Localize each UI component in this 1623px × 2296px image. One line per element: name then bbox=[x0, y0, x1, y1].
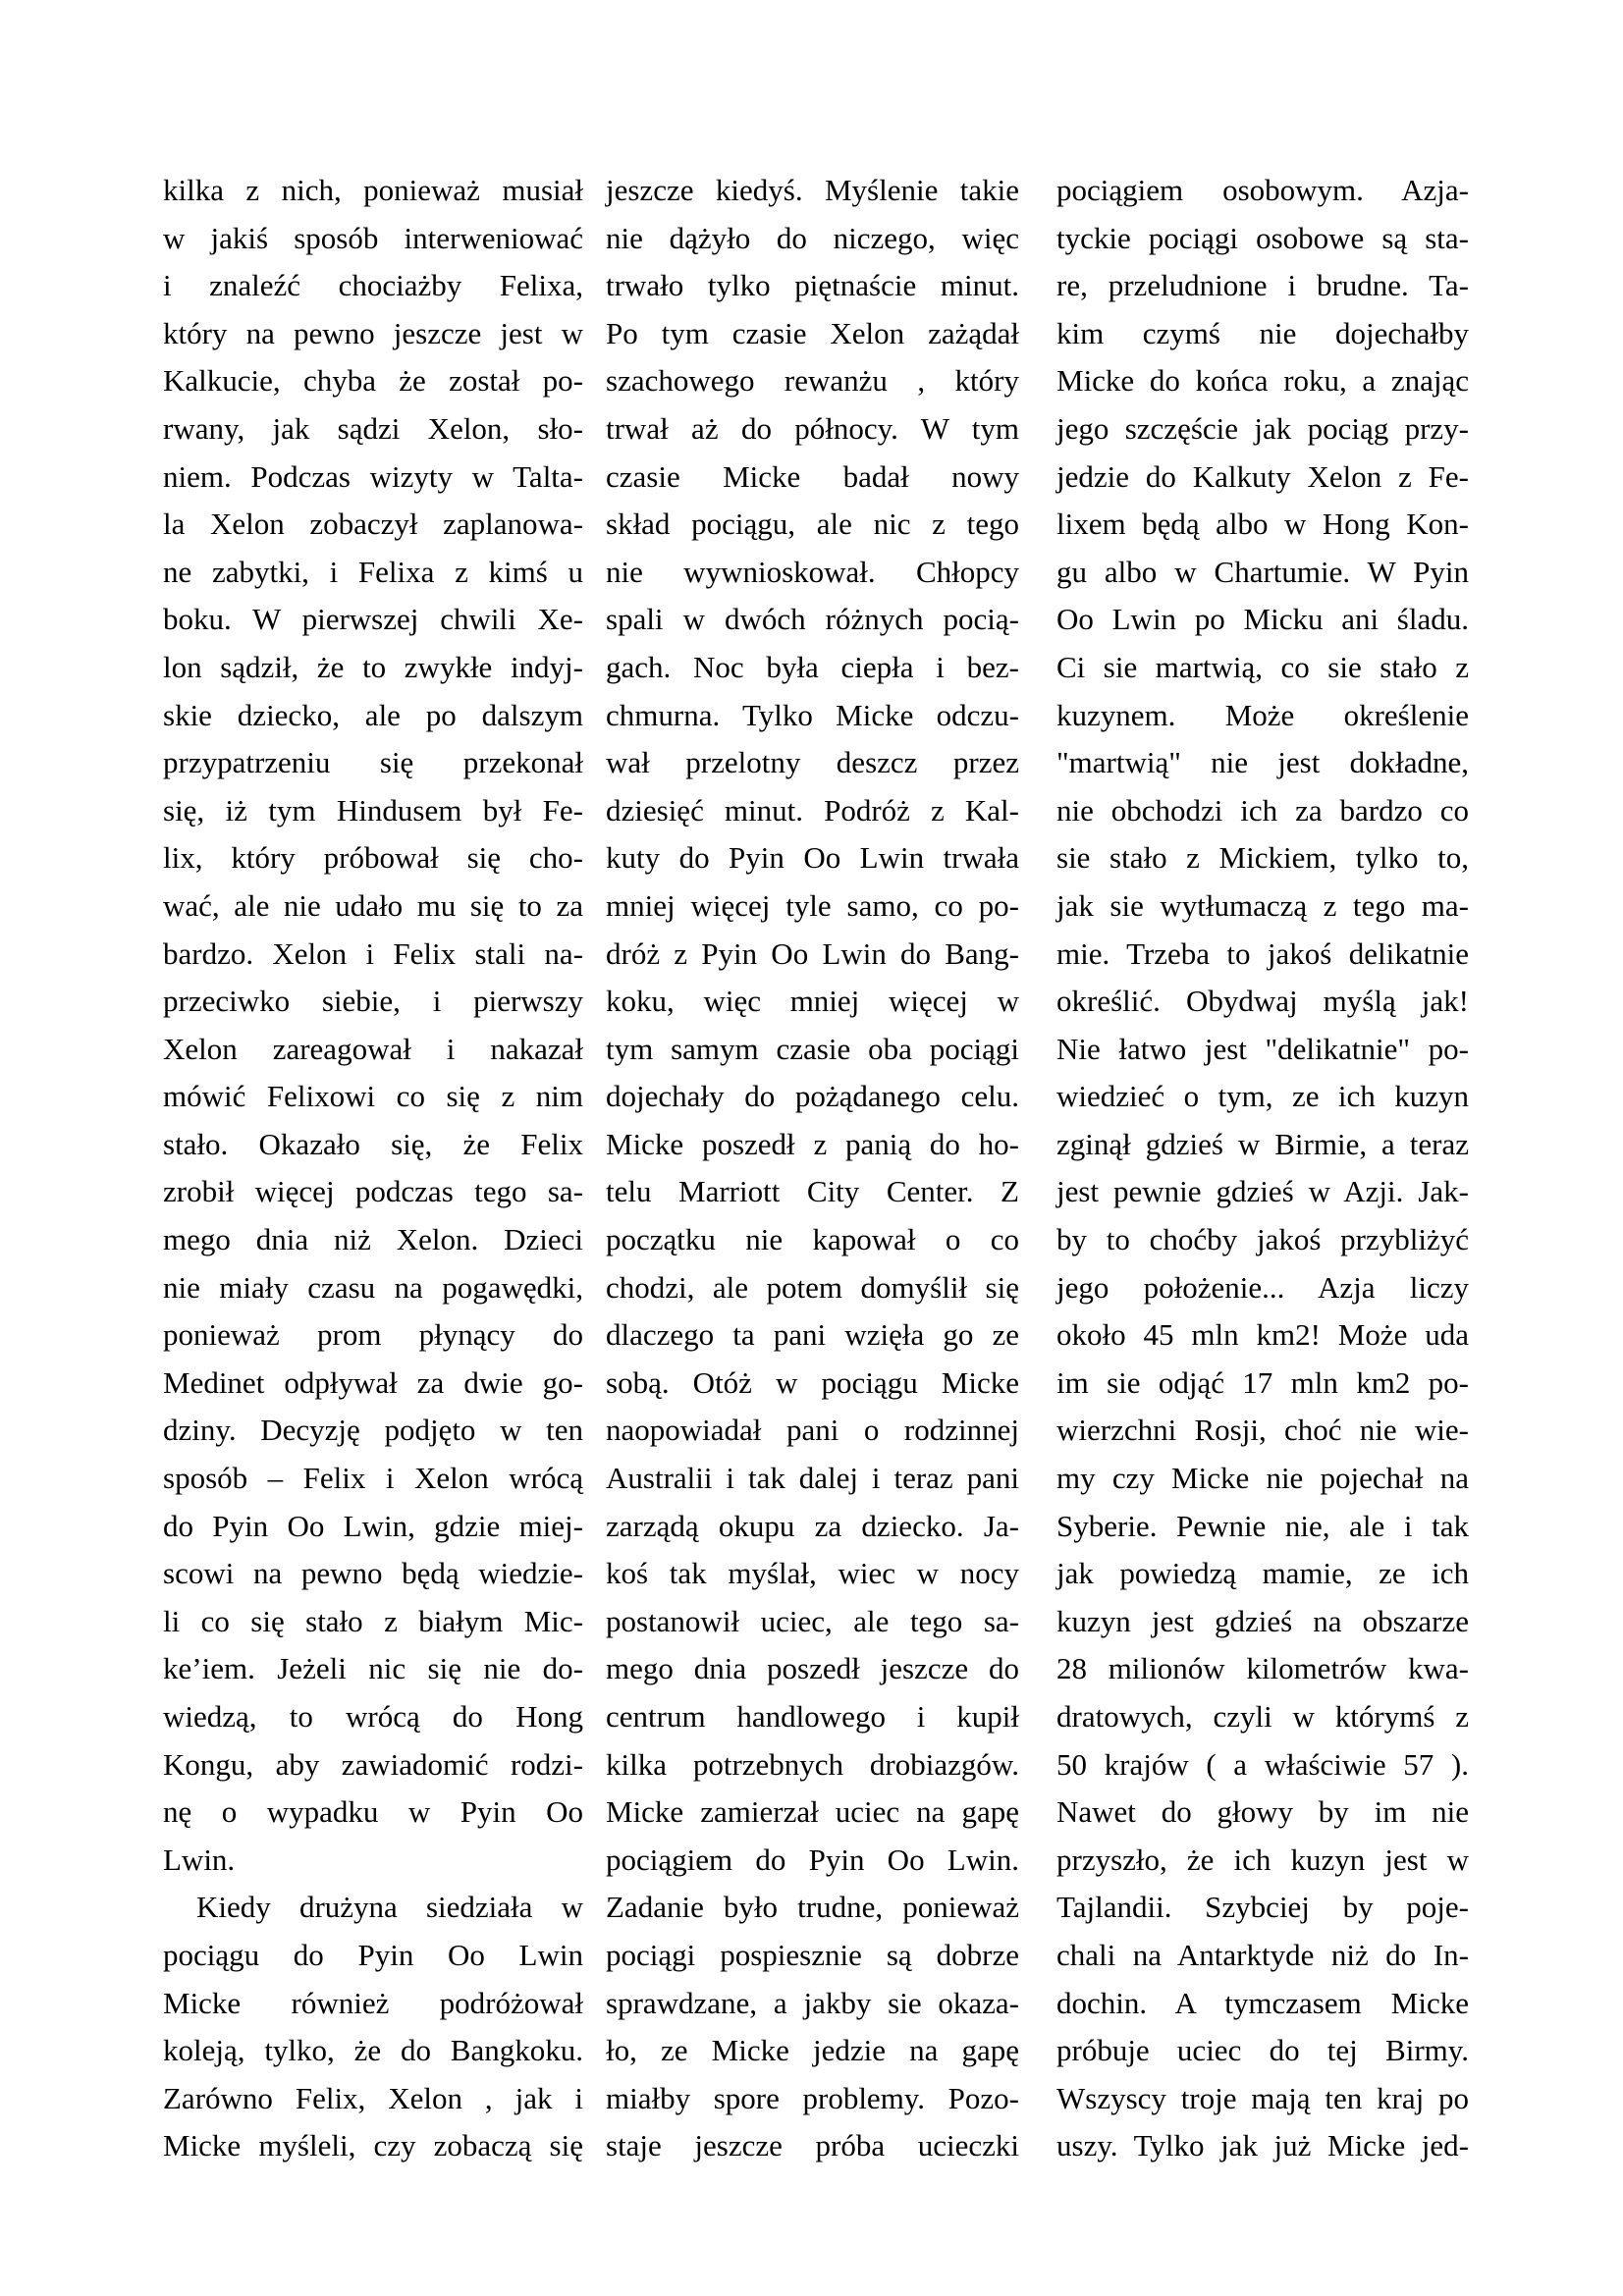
text-line: staje jeszcze próba ucieczki bbox=[606, 2128, 1019, 2163]
text-line: gu albo w Chartumie. W Pyin bbox=[1056, 554, 1469, 589]
text-line: sie stało z Mickiem, tylko to, bbox=[1056, 840, 1469, 876]
text-line: pociągiem osobowym. Azja- bbox=[1056, 173, 1469, 207]
text-column-3 bbox=[1056, 167, 1469, 2170]
text-line: Syberie. Pewnie nie, ale i tak bbox=[1056, 1508, 1469, 1543]
text-line: jego szczęście jak pociąg przy- bbox=[1056, 410, 1469, 446]
text-line: Ci sie martwią, co sie stało z bbox=[1056, 649, 1469, 684]
text-line: jego położenie... Azja liczy bbox=[1056, 1269, 1469, 1305]
text-line: jak sie wytłumaczą z tego ma- bbox=[1056, 887, 1469, 923]
text-line: Kiedy drużyna siedziała w bbox=[196, 1890, 583, 1925]
text-line: boku. W pierwszej chwili Xe- bbox=[163, 602, 583, 637]
text-line: nie dążyło do niczego, więc bbox=[606, 220, 1019, 255]
text-line: lixem będą albo w Hong Kon- bbox=[1056, 507, 1469, 542]
text-column-2 bbox=[606, 167, 1019, 2170]
text-line: miałby spore problemy. Pozo- bbox=[606, 2080, 1019, 2115]
text-line: pociągi pospiesznie są dobrze bbox=[606, 1937, 1019, 1972]
text-line: im sie odjąć 17 mln km2 po- bbox=[1056, 1364, 1469, 1400]
text-line: określić. Obydwaj myślą jak! bbox=[1056, 984, 1469, 1019]
text-line: do Pyin Oo Lwin, gdzie miej- bbox=[163, 1508, 583, 1543]
text-line: dochin. A tymczasem Micke bbox=[1056, 1985, 1469, 2020]
text-line: kuty do Pyin Oo Lwin trwała bbox=[606, 840, 1019, 876]
text-line: skład pociągu, ale nic z tego bbox=[606, 507, 1019, 542]
text-line: postanowił uciec, ale tego sa- bbox=[606, 1603, 1019, 1638]
text-line: się, iż tym Hindusem był Fe- bbox=[163, 792, 583, 828]
text-line: sobą. Otóż w pociągu Micke bbox=[606, 1364, 1019, 1400]
text-line: tym samym czasie oba pociągi bbox=[606, 1031, 1019, 1066]
text-line: trwało tylko piętnaście minut. bbox=[606, 268, 1019, 303]
text-line: jeszcze kiedyś. Myślenie takie bbox=[606, 173, 1019, 207]
text-line: mego dnia poszedł jeszcze do bbox=[606, 1651, 1019, 1686]
text-line: dlaczego ta pani wzięła go ze bbox=[606, 1317, 1019, 1353]
text-line: w jakiś sposób interweniować bbox=[163, 220, 583, 255]
text-line: Nawet do głowy by im nie bbox=[1056, 1794, 1469, 1830]
text-line: jedzie do Kalkuty Xelon z Fe- bbox=[1056, 458, 1469, 494]
text-line: Nie łatwo jest "delikatnie" po- bbox=[1056, 1031, 1469, 1066]
text-line: zginął gdzieś w Birmie, a teraz bbox=[1056, 1126, 1469, 1161]
text-line: "martwią" nie jest dokładne, bbox=[1056, 745, 1469, 780]
text-line: stało. Okazało się, że Felix bbox=[163, 1126, 583, 1161]
text-line: przyszło, że ich kuzyn jest w bbox=[1056, 1842, 1469, 1877]
text-line: który na pewno jeszcze jest w bbox=[163, 315, 583, 350]
text-line: Tajlandii. Szybciej by poje- bbox=[1056, 1890, 1469, 1925]
text-line: koś tak myślał, wiec w nocy bbox=[606, 1556, 1019, 1591]
text-line: ke’iem. Jeżeli nic się nie do- bbox=[163, 1651, 583, 1686]
text-line: wiedzieć o tym, ze ich kuzyn bbox=[1056, 1079, 1469, 1114]
text-line: Micke do końca roku, a znając bbox=[1056, 363, 1469, 399]
text-line: ne zabytki, i Felixa z kimś u bbox=[163, 554, 583, 589]
text-line: Lwin. bbox=[163, 1842, 236, 1877]
text-line: re, przeludnione i brudne. Ta- bbox=[1056, 268, 1469, 303]
text-line: Zarówno Felix, Xelon , jak i bbox=[163, 2080, 583, 2115]
text-line: ponieważ prom płynący do bbox=[163, 1317, 583, 1353]
text-line: początku nie kapował o co bbox=[606, 1222, 1019, 1257]
text-line: czasie Micke badał nowy bbox=[606, 458, 1019, 494]
text-line: dratowych, czyli w którymś z bbox=[1056, 1699, 1469, 1734]
text-line: dziny. Decyzję podjęto w ten bbox=[163, 1413, 583, 1448]
text-line: Micke również podróżował bbox=[163, 1985, 583, 2020]
text-line: jak powiedzą mamie, ze ich bbox=[1056, 1556, 1469, 1591]
text-line: centrum handlowego i kupił bbox=[606, 1699, 1019, 1734]
text-line: kim czymś nie dojechałby bbox=[1056, 315, 1469, 350]
text-line: li co się stało z białym Mic- bbox=[163, 1603, 583, 1638]
text-line: 50 krajów ( a właściwie 57 ). bbox=[1056, 1746, 1469, 1782]
text-line: zarządą okupu za dziecko. Ja- bbox=[606, 1508, 1019, 1543]
text-line: bardzo. Xelon i Felix stali na- bbox=[163, 935, 583, 971]
text-line: chodzi, ale potem domyślił się bbox=[606, 1269, 1019, 1305]
text-line: rwany, jak sądzi Xelon, sło- bbox=[163, 410, 583, 446]
text-line: chmurna. Tylko Micke odczu- bbox=[606, 697, 1019, 732]
text-line: nę o wypadku w Pyin Oo bbox=[163, 1794, 583, 1830]
text-line: Australii i tak dalej i teraz pani bbox=[606, 1461, 1019, 1496]
text-line: la Xelon zobaczył zaplanowa- bbox=[163, 507, 583, 542]
text-line: dróż z Pyin Oo Lwin do Bang- bbox=[606, 935, 1019, 971]
text-column-1 bbox=[163, 167, 583, 2170]
text-line: pociągiem do Pyin Oo Lwin. bbox=[606, 1842, 1019, 1877]
text-line: koku, więc mniej więcej w bbox=[606, 984, 1019, 1019]
text-line: Medinet odpływał za dwie go- bbox=[163, 1364, 583, 1400]
text-line: nie obchodzi ich za bardzo co bbox=[1056, 792, 1469, 828]
text-line: przeciwko siebie, i pierwszy bbox=[163, 984, 583, 1019]
text-line: Micke poszedł z panią do ho- bbox=[606, 1126, 1019, 1161]
text-line: około 45 mln km2! Może uda bbox=[1056, 1317, 1469, 1353]
text-line: i znaleźć chociażby Felixa, bbox=[163, 268, 583, 303]
text-line: sprawdzane, a jakby sie okaza- bbox=[606, 1985, 1019, 2020]
text-line: kuzyn jest gdzieś na obszarze bbox=[1056, 1603, 1469, 1638]
text-line: Xelon zareagował i nakazał bbox=[163, 1031, 583, 1066]
text-line: Po tym czasie Xelon zażądał bbox=[606, 315, 1019, 350]
text-line: Micke myśleli, czy zobaczą się bbox=[163, 2128, 583, 2163]
text-line: my czy Micke nie pojechał na bbox=[1056, 1461, 1469, 1496]
text-line: kilka potrzebnych drobiazgów. bbox=[606, 1746, 1019, 1782]
text-line: wiedzą, to wrócą do Hong bbox=[163, 1699, 583, 1734]
text-line: skie dziecko, ale po dalszym bbox=[163, 697, 583, 732]
text-line: przypatrzeniu się przekonał bbox=[163, 745, 583, 780]
text-line: Kongu, aby zawiadomić rodzi- bbox=[163, 1746, 583, 1782]
text-line: Wszyscy troje mają ten kraj po bbox=[1056, 2080, 1469, 2115]
text-line: mówić Felixowi co się z nim bbox=[163, 1079, 583, 1114]
text-line: jest pewnie gdzieś w Azji. Jak- bbox=[1056, 1174, 1469, 1209]
text-line: dziesięć minut. Podróż z Kal- bbox=[606, 792, 1019, 828]
text-line: sposób – Felix i Xelon wrócą bbox=[163, 1461, 583, 1496]
text-line: szachowego rewanżu , który bbox=[606, 363, 1019, 399]
text-line: kilka z nich, ponieważ musiał bbox=[163, 173, 583, 207]
text-line: koleją, tylko, że do Bangkoku. bbox=[163, 2033, 583, 2068]
text-line: wać, ale nie udało mu się to za bbox=[163, 887, 583, 923]
text-line: zrobił więcej podczas tego sa- bbox=[163, 1174, 583, 1209]
text-line: Micke zamierzał uciec na gapę bbox=[606, 1794, 1019, 1830]
text-line: ło, ze Micke jedzie na gapę bbox=[606, 2033, 1019, 2068]
text-line: trwał aż do północy. W tym bbox=[606, 410, 1019, 446]
text-line: 28 milionów kilometrów kwa- bbox=[1056, 1651, 1469, 1686]
text-line: lix, który próbował się cho- bbox=[163, 840, 583, 876]
text-line: scowi na pewno będą wiedzie- bbox=[163, 1556, 583, 1591]
text-line: Oo Lwin po Micku ani śladu. bbox=[1056, 602, 1469, 637]
text-line: by to choćby jakoś przybliżyć bbox=[1056, 1222, 1469, 1257]
text-line: pociągu do Pyin Oo Lwin bbox=[163, 1937, 583, 1972]
text-line: wierzchni Rosji, choć nie wie- bbox=[1056, 1413, 1469, 1448]
text-line: nie wywnioskował. Chłopcy bbox=[606, 554, 1019, 589]
text-line: wał przelotny deszcz przez bbox=[606, 745, 1019, 780]
text-line: Zadanie było trudne, ponieważ bbox=[606, 1890, 1019, 1925]
text-line: lon sądził, że to zwykłe indyj- bbox=[163, 649, 583, 684]
text-line: dojechały do pożądanego celu. bbox=[606, 1079, 1019, 1114]
text-line: gach. Noc była ciepła i bez- bbox=[606, 649, 1019, 684]
text-line: Kalkucie, chyba że został po- bbox=[163, 363, 583, 399]
text-line: kuzynem. Może określenie bbox=[1056, 697, 1469, 732]
text-line: mniej więcej tyle samo, co po- bbox=[606, 887, 1019, 923]
text-line: mie. Trzeba to jakoś delikatnie bbox=[1056, 935, 1469, 971]
text-line: nie miały czasu na pogawędki, bbox=[163, 1269, 583, 1305]
text-line: mego dnia niż Xelon. Dzieci bbox=[163, 1222, 583, 1257]
text-line: niem. Podczas wizyty w Talta- bbox=[163, 458, 583, 494]
text-line: uszy. Tylko jak już Micke jed- bbox=[1056, 2128, 1469, 2163]
text-line: spali w dwóch różnych pocią- bbox=[606, 602, 1019, 637]
text-line: tyckie pociągi osobowe są sta- bbox=[1056, 220, 1469, 255]
text-line: naopowiadał pani o rodzinnej bbox=[606, 1413, 1019, 1448]
text-line: telu Marriott City Center. Z bbox=[606, 1174, 1019, 1209]
text-line: próbuje uciec do tej Birmy. bbox=[1056, 2033, 1469, 2068]
text-line: chali na Antarktyde niż do In- bbox=[1056, 1937, 1469, 1972]
